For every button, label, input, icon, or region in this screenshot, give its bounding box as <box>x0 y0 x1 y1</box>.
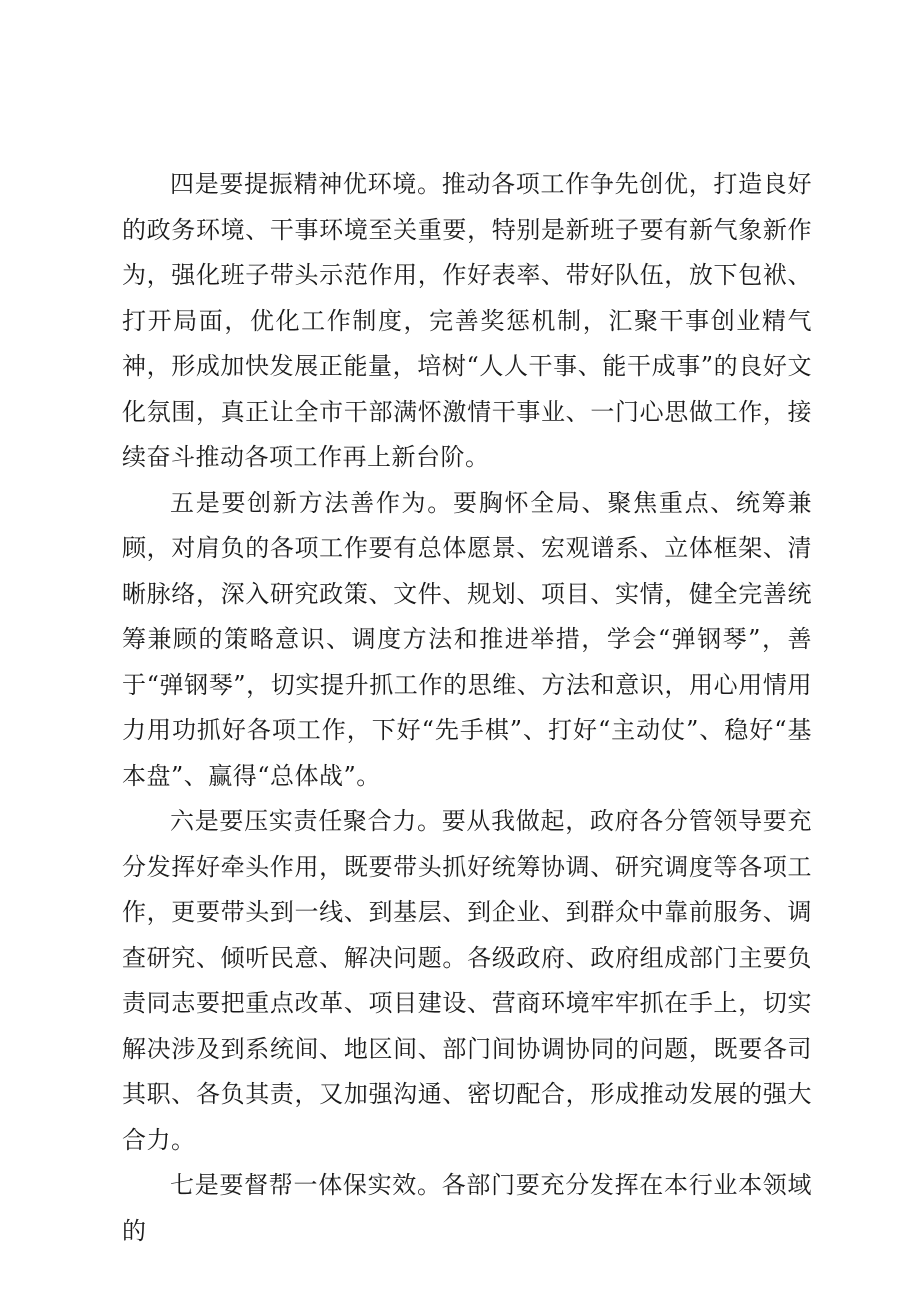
paragraph-four: 四是要提振精神优环境。推动各项工作争先创优，打造良好的政务环境、干事环境至关重要，特别是新班子要有新气象新作为，强化班子带头示范作用，作好表率、带好队伍，放下包袱、打开局面，优化工作制度，完善奖惩机制，汇聚干事创业精气神，形成加快发展正能量，培树“人人干事、能干成事”的良好文化氛围，真正让全市干部满怀激情干事业、一门心思做工作，接续奋斗推动各项工作再上新台阶。 <box>122 170 812 471</box>
paragraph-six: 六是要压实责任聚合力。要从我做起，政府各分管领导要充分发挥好牵头作用，既要带头抓好统筹协调、研究调度等各项工作，更要带头到一线、到基层、到企业、到群众中靠前服务、调查研究、倾听民意、解决问题。各级政府、政府组成部门主要负责同志要把重点改革、项目建设、营商环境牢牢抓在手上，切实解决涉及到系统间、地区间、部门间协调协同的问题，既要各司其职、各负其责，又加强沟通、密切配合，形成推动发展的强大合力。 <box>122 807 812 1154</box>
document-body <box>122 162 812 1254</box>
paragraph-five: 五是要创新方法善作为。要胸怀全局、聚焦重点、统筹兼顾，对肩负的各项工作要有总体愿景、宏观谱系、立体框架、清晰脉络，深入研究政策、文件、规划、项目、实情，健全完善统筹兼顾的策略意识、调度方法和推进举措，学会“弹钢琴”，善于“弹钢琴”，切实提升抓工作的思维、方法和意识，用心用情用力用功抓好各项工作，下好“先手棋”、打好“主动仗”、稳好“基本盘”、赢得“总体战”。 <box>122 488 812 790</box>
paragraph-seven: 七是要督帮一体保实效。各部门要充分发挥在本行业本领域的 <box>122 1171 812 1245</box>
